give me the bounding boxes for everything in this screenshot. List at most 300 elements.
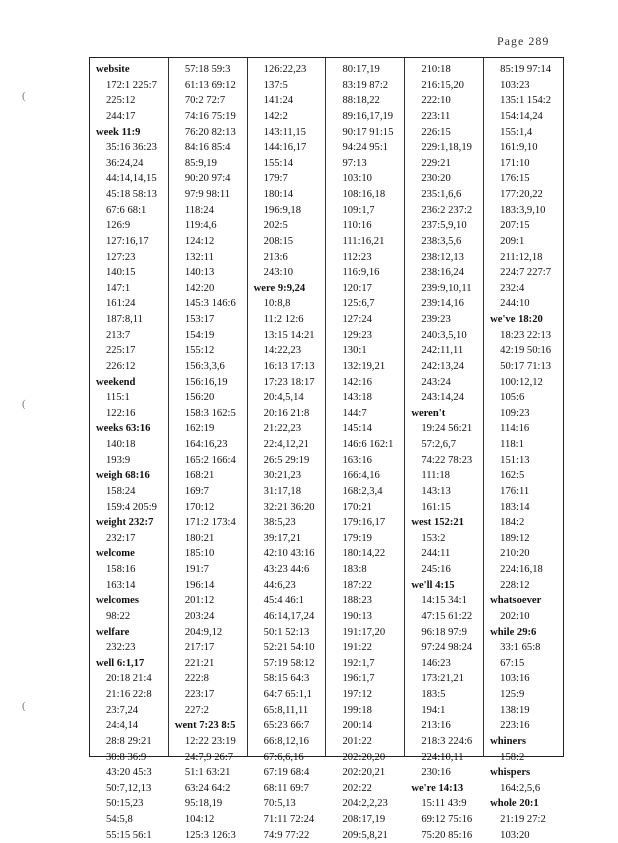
index-reference: 232:23	[106, 642, 136, 654]
index-reference: 109:1,7	[342, 204, 375, 216]
index-reference: 145:3 146:6	[184, 298, 236, 310]
index-reference: 173:21,21	[421, 673, 464, 685]
index-reference: 183:8	[342, 564, 367, 575]
index-reference: 135:1 154:2	[500, 95, 552, 107]
index-reference: 166:4,16	[342, 470, 380, 482]
index-reference: 204:2,2,23	[342, 798, 388, 810]
index-reference: 76:20 82:13	[184, 126, 236, 138]
index-reference: 26:5 29:19	[263, 454, 310, 466]
index-reference: 89:16,17,19	[342, 110, 394, 122]
index-headword: weight 232:7	[96, 517, 154, 529]
index-reference: 52:21 54:10	[263, 642, 315, 654]
index-reference: 203:24	[184, 610, 215, 622]
index-reference: 74:16 75:19	[184, 110, 236, 122]
index-reference: 20:16 21:8	[263, 407, 310, 419]
index-reference: 103:10	[342, 173, 372, 185]
index-headword: welfare	[96, 626, 130, 638]
index-reference: 158:2	[500, 751, 525, 763]
index-reference: 11:2 12:6	[263, 314, 304, 325]
index-reference: 197:12	[342, 689, 372, 700]
index-headword: weeks 63:16	[96, 423, 151, 435]
index-headword: well 6:1,17	[96, 657, 145, 669]
index-reference: 47:15 61:22	[421, 610, 473, 622]
index-reference: 51:1 63:21	[184, 767, 231, 779]
index-reference: 222:8	[184, 673, 209, 685]
index-reference: 180:14,22	[342, 548, 386, 560]
index-reference: 57:19 58:12	[263, 657, 315, 669]
index-reference: 236:2 237:2	[421, 204, 473, 216]
index-reference: 180:21	[184, 532, 215, 544]
index-reference: 191:7	[184, 564, 209, 575]
index-reference: 185:10	[184, 548, 215, 560]
index-reference: 111:18	[421, 470, 450, 482]
index-reference: 169:7	[184, 485, 209, 497]
index-reference: 170:21	[342, 501, 372, 513]
index-reference: 156:3,3,6	[184, 360, 225, 372]
index-reference: 112:23	[342, 251, 372, 263]
index-reference: 158:24	[106, 485, 136, 497]
index-reference: 140:15	[106, 267, 136, 279]
index-reference: 162:5	[500, 470, 525, 482]
word-index-table	[89, 57, 564, 841]
index-reference: 224:16,18	[500, 564, 543, 575]
index-reference: 187:8,11	[106, 314, 143, 325]
index-reference: 235:1,6,6	[421, 189, 462, 200]
index-reference: 244:11	[421, 548, 451, 560]
index-headword: welcomes	[96, 595, 139, 607]
index-reference: 158:3 162:5	[184, 407, 236, 419]
index-reference: 84:16 85:4	[184, 142, 231, 154]
index-reference: 21:16 22:8	[106, 689, 152, 700]
index-reference: 10:8,8	[263, 298, 291, 310]
index-reference: 144:16,17	[263, 142, 307, 154]
index-reference: 245:16	[421, 564, 451, 575]
index-column	[484, 58, 563, 841]
index-reference: 196:1,7	[342, 673, 375, 685]
index-reference: 225:17	[106, 345, 136, 357]
index-reference: 161:9,10	[500, 142, 538, 154]
index-reference: 218:3 224:6	[421, 735, 473, 747]
index-reference: 226:12	[106, 360, 136, 372]
index-reference: 244:17	[106, 110, 136, 122]
index-headword: welcome	[96, 548, 135, 560]
index-reference: 137:5	[263, 79, 288, 91]
index-reference: 155:14	[263, 157, 294, 169]
index-reference: 20:4,5,14	[263, 392, 304, 404]
index-reference: 230:16	[421, 767, 451, 779]
index-reference: 155:1,4	[500, 126, 533, 138]
index-reference: 55:15 56:1	[106, 829, 152, 841]
index-reference: 103:23	[500, 79, 530, 91]
index-headword: we'll 4:15	[411, 579, 455, 591]
index-reference: 240:3,5,10	[421, 329, 467, 341]
index-reference: 50:1 52:13	[263, 626, 310, 638]
index-column	[248, 58, 327, 841]
index-reference: 90:20 97:4	[184, 173, 231, 185]
index-reference: 66:8,12,16	[263, 735, 309, 747]
index-reference: 111:16,21	[342, 235, 385, 247]
index-reference: 142:2	[263, 110, 288, 122]
index-reference: 104:12	[184, 814, 215, 825]
index-reference: 223:17	[184, 689, 215, 700]
index-reference: 45:18 58:13	[106, 189, 157, 200]
index-headword: we're 14:13	[411, 782, 464, 794]
index-reference: 69:12 75:16	[421, 814, 473, 825]
index-reference: 179:19	[342, 532, 372, 544]
index-headword: while 29:6	[490, 626, 537, 638]
index-reference: 30:21,23	[263, 470, 302, 482]
index-reference: 143:11,15	[263, 126, 306, 138]
index-reference: 176:15	[500, 173, 530, 185]
index-reference: 168:21	[184, 470, 215, 482]
index-reference: 45:4 46:1	[263, 595, 304, 607]
index-reference: 161:15	[421, 501, 451, 513]
index-reference: 156:20	[184, 392, 215, 404]
index-reference: 70:5,13	[263, 798, 296, 810]
index-headword: website	[96, 64, 130, 75]
index-reference: 21:22,23	[263, 423, 302, 435]
index-reference: 146:6 162:1	[342, 439, 394, 450]
index-reference: 129:23	[342, 329, 372, 341]
index-reference: 223:11	[421, 110, 451, 122]
index-reference: 125:3 126:3	[184, 829, 236, 841]
index-reference: 21:19 27:2	[500, 814, 546, 825]
index-reference: 13:15 14:21	[263, 329, 315, 341]
margin-punch-mark: (	[22, 700, 26, 712]
index-reference: 147:1	[106, 282, 131, 294]
index-reference: 239:23	[421, 314, 451, 325]
index-reference: 209:1	[500, 235, 525, 247]
index-reference: 67:6,6,16	[263, 751, 304, 763]
index-reference: 88:18,22	[342, 95, 380, 107]
index-reference: 142:20	[184, 282, 215, 294]
index-reference: 146:23	[421, 657, 451, 669]
index-reference: 97:9 98:11	[184, 189, 231, 200]
index-reference: 238:3,5,6	[421, 235, 462, 247]
index-reference: 242:11,11	[421, 345, 464, 357]
index-reference: 225:12	[106, 95, 136, 107]
index-reference: 20:18 21:4	[106, 673, 152, 685]
index-reference: 71:11 72:24	[263, 814, 315, 825]
index-reference: 208:17,19	[342, 814, 386, 825]
index-reference: 31:17,18	[263, 485, 302, 497]
index-reference: 23:7,24	[106, 704, 139, 716]
index-reference: 193:9	[106, 454, 131, 466]
index-reference: 24:7,9 26:7	[184, 751, 234, 763]
index-reference: 155:12	[184, 345, 215, 357]
index-reference: 143:13	[421, 485, 451, 497]
index-reference: 213:7	[106, 329, 131, 341]
index-reference: 124:12	[184, 235, 215, 247]
index-reference: 210:20	[500, 548, 530, 560]
index-reference: 242:13,24	[421, 360, 464, 372]
index-reference: 14:15 34:1	[421, 595, 467, 607]
index-reference: 127:16,17	[106, 235, 149, 247]
index-reference: 243:14,24	[421, 392, 464, 404]
index-reference: 164:2,5,6	[500, 782, 541, 794]
index-reference: 210:18	[421, 64, 451, 75]
index-reference: 177:20,22	[500, 189, 543, 200]
index-reference: 126:9	[106, 220, 131, 232]
index-reference: 97:13	[342, 157, 367, 169]
index-reference: 19:24 56:21	[421, 423, 473, 435]
index-reference: 28:8 29:21	[106, 735, 152, 747]
index-reference: 95:18,19	[184, 798, 223, 810]
index-reference: 183:14	[500, 501, 530, 513]
index-reference: 67:6 68:1	[106, 204, 147, 216]
index-reference: 228:12	[500, 579, 530, 591]
index-reference: 159:4 205:9	[106, 501, 157, 513]
index-reference: 142:16	[342, 376, 372, 388]
index-headword: we've 18:20	[490, 314, 543, 325]
index-reference: 16:13 17:13	[263, 360, 315, 372]
index-reference: 14:22,23	[263, 345, 302, 357]
index-reference: 140:18	[106, 439, 136, 450]
index-reference: 12:22 23:19	[184, 735, 236, 747]
index-reference: 108:16,18	[342, 189, 386, 200]
index-reference: 61:13 69:12	[184, 79, 236, 91]
index-headword: weigh 68:16	[96, 470, 150, 482]
index-reference: 184:2	[500, 517, 525, 529]
index-reference: 46:14,17,24	[263, 610, 315, 622]
index-reference: 118:24	[184, 204, 214, 216]
index-reference: 216:15,20	[421, 79, 464, 91]
index-reference: 230:20	[421, 173, 451, 185]
index-reference: 172:1 225:7	[106, 79, 157, 91]
index-column	[90, 58, 169, 841]
index-reference: 238:12,13	[421, 251, 464, 263]
index-reference: 50:17 71:13	[500, 360, 552, 372]
index-reference: 50:7,12,13	[106, 782, 152, 794]
index-reference: 213:6	[263, 251, 288, 263]
index-reference: 243:24	[421, 376, 451, 388]
index-headword: west 152:21	[411, 517, 464, 529]
index-reference: 50:15,23	[106, 798, 144, 810]
index-reference: 153:17	[184, 314, 215, 325]
index-reference: 194:1	[421, 704, 446, 716]
index-reference: 38:5,23	[263, 517, 296, 529]
index-reference: 200:14	[342, 720, 372, 732]
index-reference: 221:21	[184, 657, 215, 669]
index-reference: 138:19	[500, 704, 530, 716]
index-reference: 207:15	[500, 220, 530, 232]
index-reference: 33:1 65:8	[500, 642, 541, 654]
index-headword: week 11:9	[96, 126, 141, 138]
index-reference: 213:16	[421, 720, 451, 732]
index-headword: went 7:23 8:5	[174, 720, 236, 732]
index-reference: 208:15	[263, 235, 294, 247]
index-headword: whiners	[490, 735, 527, 747]
index-reference: 244:10	[500, 298, 530, 310]
index-reference: 114:16	[500, 423, 530, 435]
index-reference: 179:7	[263, 173, 288, 185]
index-reference: 80:17,19	[342, 64, 380, 75]
index-reference: 115:1	[106, 392, 130, 404]
index-reference: 44:14,14,15	[106, 173, 157, 185]
index-reference: 202:10	[500, 610, 530, 622]
index-reference: 35:16 36:23	[106, 142, 157, 154]
index-reference: 170:12	[184, 501, 215, 513]
index-reference: 110:16	[342, 220, 372, 232]
index-reference: 183:5	[421, 689, 446, 700]
index-reference: 183:3,9,10	[500, 204, 546, 216]
index-reference: 57:18 59:3	[184, 64, 231, 75]
index-reference: 227:2	[184, 704, 209, 716]
index-reference: 70:2 72:7	[184, 95, 226, 107]
index-reference: 237:5,9,10	[421, 220, 467, 232]
index-reference: 151:13	[500, 454, 530, 466]
index-column	[326, 58, 405, 841]
index-reference: 42:10 43:16	[263, 548, 315, 560]
index-reference: 39:17,21	[263, 532, 302, 544]
index-reference: 15:11 43:9	[421, 798, 467, 810]
index-reference: 226:15	[421, 126, 451, 138]
index-reference: 144:7	[342, 407, 367, 419]
index-reference: 204:9,12	[184, 626, 223, 638]
index-reference: 122:16	[106, 407, 136, 419]
index-reference: 196:9,18	[263, 204, 302, 216]
page-number: Page 289	[497, 34, 550, 48]
index-reference: 85:19 97:14	[500, 64, 552, 75]
index-column	[405, 58, 484, 841]
index-reference: 109:23	[500, 407, 530, 419]
index-reference: 127:24	[342, 314, 372, 325]
index-reference: 156:16,19	[184, 376, 228, 388]
index-reference: 90:17 91:15	[342, 126, 394, 138]
index-reference: 22:4,12,21	[263, 439, 309, 450]
index-reference: 140:13	[184, 267, 215, 279]
index-reference: 130:1	[342, 345, 367, 357]
index-reference: 103:16	[500, 673, 530, 685]
index-reference: 118:1	[500, 439, 524, 450]
index-reference: 188:23	[342, 595, 372, 607]
index-reference: 17:23 18:17	[263, 376, 315, 388]
index-headword: whatsoever	[490, 595, 542, 607]
index-reference: 125:6,7	[342, 298, 375, 310]
index-reference: 180:14	[263, 189, 294, 200]
index-reference: 196:14	[184, 579, 215, 591]
index-reference: 120:17	[342, 282, 372, 294]
index-reference: 67:19 68:4	[263, 767, 310, 779]
index-reference: 243:10	[263, 267, 294, 279]
index-reference: 132:19,21	[342, 360, 386, 372]
index-reference: 201:22	[342, 735, 372, 747]
index-reference: 168:2,3,4	[342, 485, 383, 497]
index-reference: 153:2	[421, 532, 446, 544]
index-reference: 179:16,17	[342, 517, 386, 529]
index-reference: 191:22	[342, 642, 372, 654]
index-headword: whispers	[490, 767, 531, 779]
index-reference: 57:2,6,7	[421, 439, 457, 450]
index-reference: 162:19	[184, 423, 215, 435]
index-reference: 222:10	[421, 95, 451, 107]
index-reference: 58:15 64:3	[263, 673, 310, 685]
index-reference: 158:16	[106, 564, 136, 575]
index-reference: 202:20,21	[342, 767, 386, 779]
index-reference: 202:5	[263, 220, 288, 232]
margin-punch-mark: (	[22, 398, 26, 410]
index-reference: 239:9,10,11	[421, 282, 472, 294]
index-reference: 189:12	[500, 532, 530, 544]
index-reference: 238:16,24	[421, 267, 464, 279]
index-reference: 201:12	[184, 595, 215, 607]
index-reference: 105:6	[500, 392, 525, 404]
index-reference: 217:17	[184, 642, 215, 654]
index-reference: 143:18	[342, 392, 372, 404]
index-reference: 74:22 78:23	[421, 454, 473, 466]
index-reference: 224:7 227:7	[500, 267, 552, 279]
index-reference: 30:8 36:9	[106, 751, 147, 763]
index-reference: 171:10	[500, 157, 530, 169]
index-reference: 154:14,24	[500, 110, 543, 122]
index-reference: 199:18	[342, 704, 372, 716]
index-reference: 125:9	[500, 689, 525, 700]
index-reference: 65:23 66:7	[263, 720, 310, 732]
index-reference: 165:2 166:4	[184, 454, 236, 466]
index-reference: 36:24,24	[106, 157, 144, 169]
index-reference: 98:22	[106, 610, 131, 622]
index-reference: 18:23 22:13	[500, 329, 552, 341]
index-reference: 229:21	[421, 157, 451, 169]
index-reference: 43:23 44:6	[263, 564, 310, 575]
index-reference: 224:10,11	[421, 751, 464, 763]
index-reference: 191:17,20	[342, 626, 386, 638]
index-reference: 239:14,16	[421, 298, 464, 310]
index-reference: 190:13	[342, 610, 372, 622]
index-reference: 141:24	[263, 95, 294, 107]
index-reference: 74:9 77:22	[263, 829, 310, 841]
index-reference: 32:21 36:20	[263, 501, 315, 513]
index-reference: 96:18 97:9	[421, 626, 467, 638]
index-reference: 154:19	[184, 329, 215, 341]
index-reference: 232:4	[500, 282, 525, 294]
index-reference: 192:1,7	[342, 657, 375, 669]
index-reference: 211:12,18	[500, 251, 543, 263]
index-reference: 63:24 64:2	[184, 782, 231, 794]
index-reference: 163:16	[342, 454, 372, 466]
index-reference: 83:19 87:2	[342, 79, 389, 91]
index-reference: 209:5,8,21	[342, 829, 388, 841]
index-reference: 163:14	[106, 579, 136, 591]
index-reference: 164:16,23	[184, 439, 228, 450]
index-reference: 43:20 45:3	[106, 767, 152, 779]
index-reference: 171:2 173:4	[184, 517, 236, 529]
index-reference: 44:6,23	[263, 579, 296, 591]
index-reference: 202:20,20	[342, 751, 386, 763]
index-reference: 132:11	[184, 251, 214, 263]
index-reference: 64:7 65:1,1	[263, 689, 312, 700]
index-reference: 75:20 85:16	[421, 829, 473, 841]
index-reference: 54:5,8	[106, 814, 133, 825]
index-headword: weekend	[96, 376, 136, 388]
index-reference: 94:24 95:1	[342, 142, 389, 154]
index-reference: 116:9,16	[342, 267, 380, 279]
index-reference: 126:22,23	[263, 64, 307, 75]
index-reference: 67:15	[500, 657, 525, 669]
index-reference: 145:14	[342, 423, 372, 435]
index-reference: 68:11 69:7	[263, 782, 309, 794]
index-reference: 119:4,6	[184, 220, 217, 232]
index-reference: 223:16	[500, 720, 530, 732]
index-reference: 24:4,14	[106, 720, 139, 732]
index-headword: whole 20:1	[490, 798, 539, 810]
index-column	[169, 58, 248, 841]
index-reference: 42:19 50:16	[500, 345, 552, 357]
index-reference: 187:22	[342, 579, 372, 591]
index-reference: 232:17	[106, 532, 136, 544]
index-reference: 100:12,12	[500, 376, 543, 388]
index-headword: were 9:9,24	[253, 282, 306, 294]
